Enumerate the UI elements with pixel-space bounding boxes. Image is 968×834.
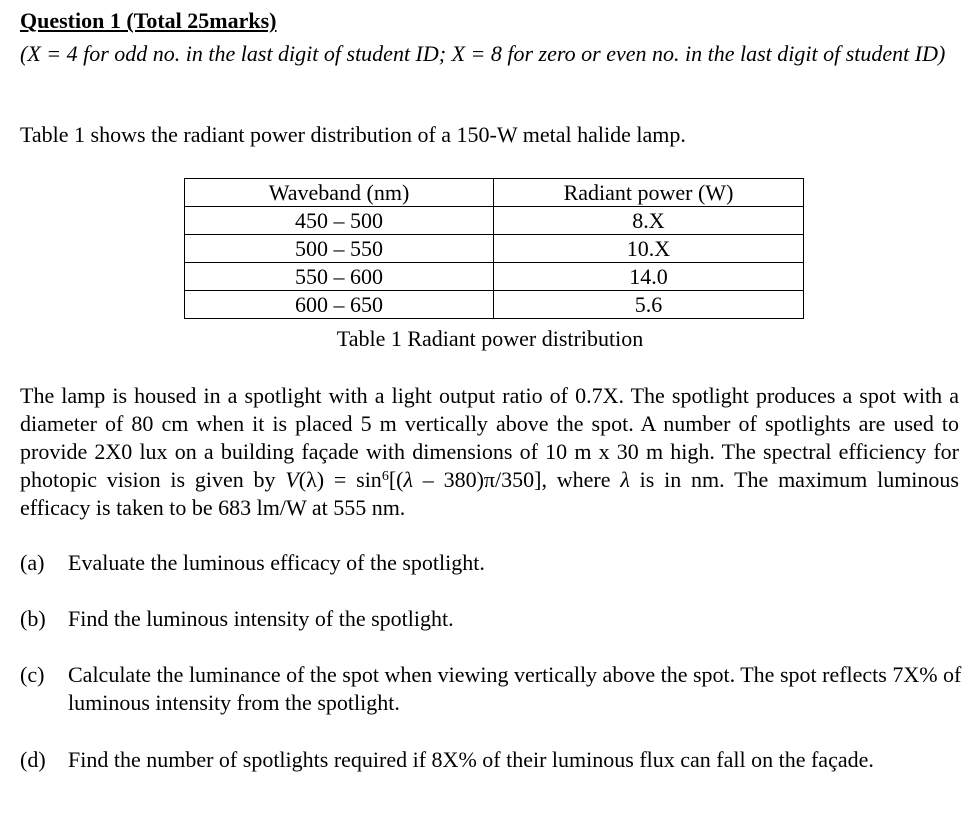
cell-radiant-power: 10.X xyxy=(494,235,804,263)
part-label: (c) xyxy=(20,662,45,687)
part-d xyxy=(20,746,965,774)
table-header-row xyxy=(185,179,804,207)
table-row xyxy=(185,235,804,263)
spectral-efficiency-argument: (λ) xyxy=(298,467,325,492)
description-text-5: is in nm. The maximum luminous efficacy is taken to be 683 lm/W at 555 nm. xyxy=(20,467,959,520)
cell-radiant-power: 8.X xyxy=(494,207,804,235)
radiant-power-table xyxy=(184,178,804,319)
cell-waveband: 550 – 600 xyxy=(185,263,494,291)
part-a xyxy=(20,549,965,577)
table-row xyxy=(185,291,804,319)
cell-waveband: 600 – 650 xyxy=(185,291,494,319)
description-text-4: – 380)π/350], where xyxy=(413,467,621,492)
student-id-condition: (X = 4 for odd no. in the last digit of student ID; X = 8 for zero or even no. in the last digit of student ID) xyxy=(20,41,946,66)
table-caption: Table 1 Radiant power distribution xyxy=(336,326,644,351)
question-title: Question 1 (Total 25marks) xyxy=(20,8,277,33)
part-b xyxy=(20,605,965,633)
header-waveband: Waveband (nm) xyxy=(185,179,494,207)
description-text-3: [( xyxy=(388,467,404,492)
part-text: Find the number of spotlights required if 8X% of their luminous flux can fall on the façade. xyxy=(68,747,874,772)
table-row xyxy=(185,263,804,291)
part-label: (a) xyxy=(20,550,45,575)
part-text: Evaluate the luminous efficacy of the spotlight. xyxy=(68,550,485,575)
table-row xyxy=(185,207,804,235)
part-text: Calculate the luminance of the spot when viewing vertically above the spot. The spot reflects 7X% of luminous intensity from the spotlight. xyxy=(68,662,962,715)
part-label: (b) xyxy=(20,606,46,631)
part-c xyxy=(20,661,965,717)
spectral-efficiency-symbol: V xyxy=(285,467,299,492)
wavelength-symbol: λ xyxy=(403,467,413,492)
description-text-2: = sin xyxy=(324,467,382,492)
wavelength-symbol: λ xyxy=(620,467,630,492)
sine-exponent: 6 xyxy=(381,469,389,484)
cell-waveband: 450 – 500 xyxy=(185,207,494,235)
cell-waveband: 500 – 550 xyxy=(185,235,494,263)
problem-description xyxy=(20,382,959,522)
header-radiant-power: Radiant power (W) xyxy=(494,179,804,207)
description-text-1: The lamp is housed in a spotlight with a light output ratio of 0.7X. The spotlight produces a spot with a diameter of 80 cm when it is placed 5 m vertically above the spot. A number of spotlights are used to provide 2X0 lux on a building façade with dimensions of 10 m x 30 m high. The spectral efficiency for photopic vision is given by xyxy=(20,383,959,492)
part-label: (d) xyxy=(20,747,46,772)
cell-radiant-power: 14.0 xyxy=(494,263,804,291)
intro-sentence: Table 1 shows the radiant power distribution of a 150-W metal halide lamp. xyxy=(20,122,686,147)
part-text: Find the luminous intensity of the spotlight. xyxy=(68,606,454,631)
cell-radiant-power: 5.6 xyxy=(494,291,804,319)
